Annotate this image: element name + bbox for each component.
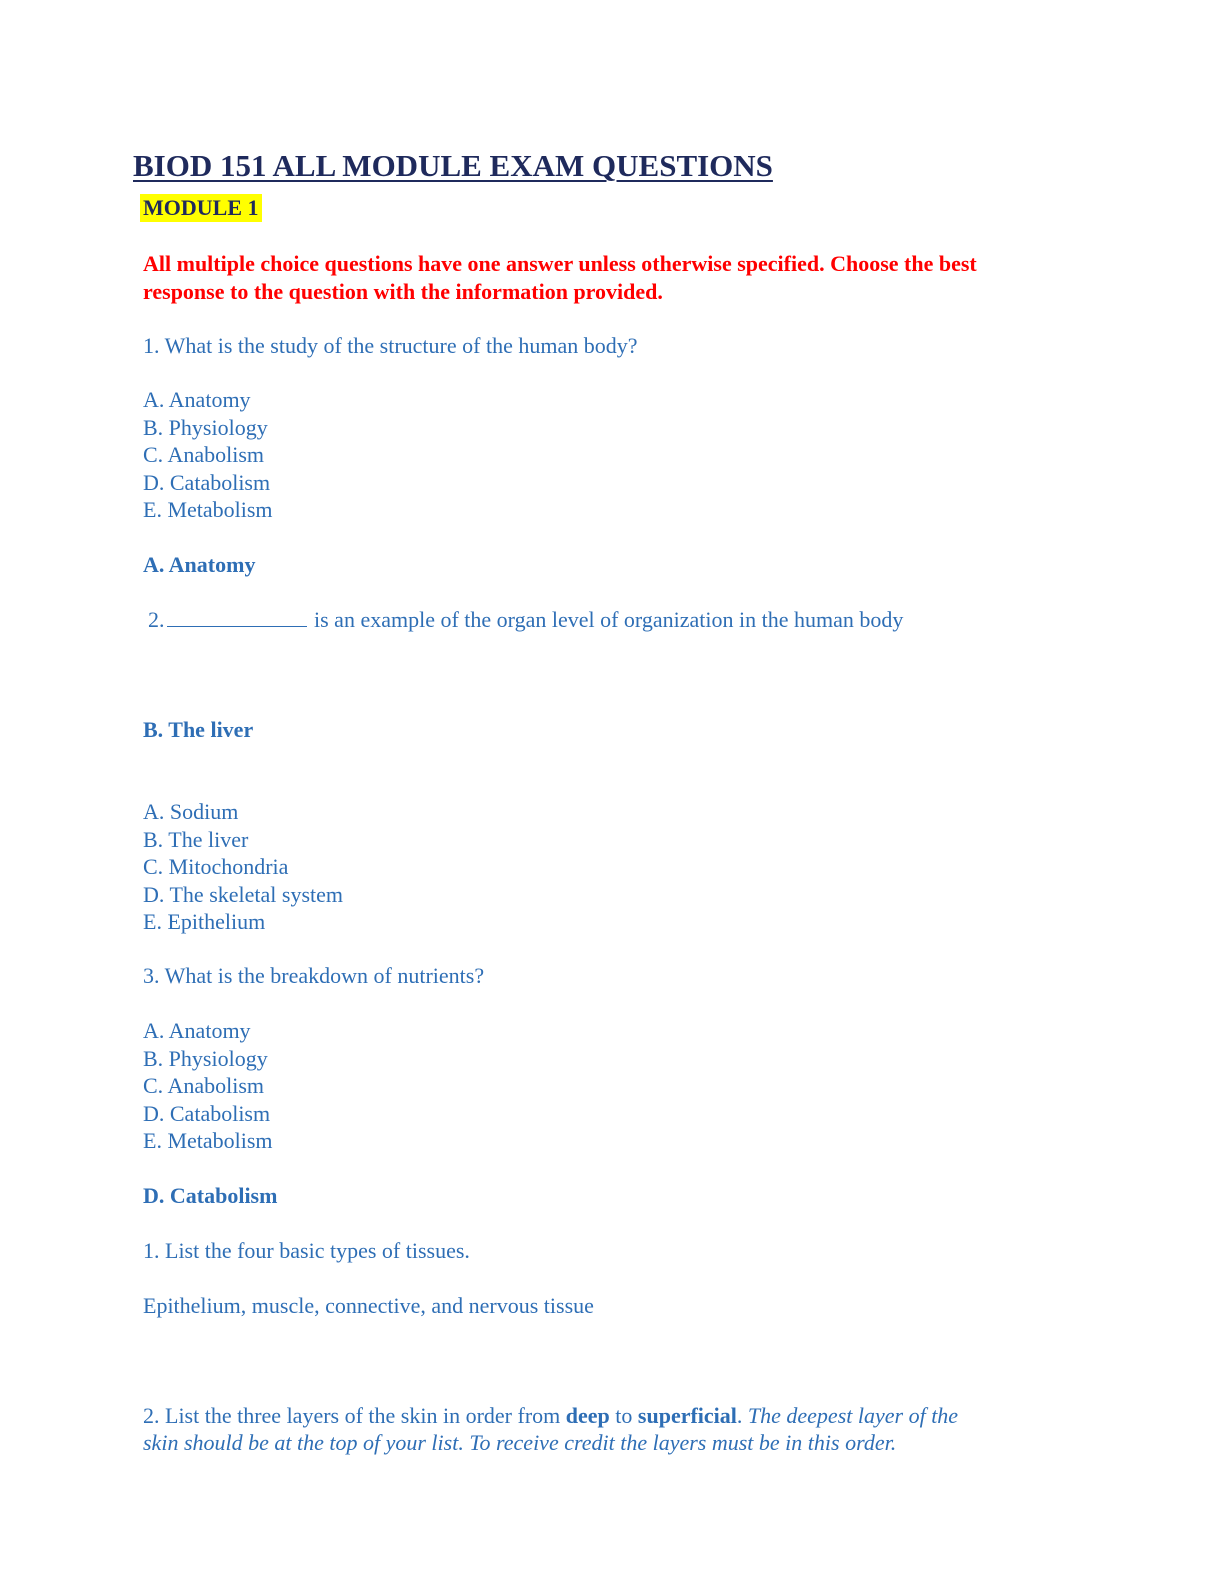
- short-question-2-note-1: The deepest layer of the: [747, 1403, 959, 1428]
- question-2-suffix: is an example of the organ level of organization in the human body: [308, 607, 904, 632]
- instructions-line-2: response to the question with the information provided.: [143, 279, 663, 304]
- document-title: BIOD 151 ALL MODULE EXAM QUESTIONS: [133, 148, 773, 183]
- question-2-options: [143, 798, 343, 936]
- option: B. Physiology: [143, 1045, 268, 1071]
- emphasis-deep: deep: [565, 1403, 610, 1428]
- option: A. Anatomy: [143, 387, 251, 412]
- option: C. Anabolism: [143, 442, 265, 467]
- option: C. Mitochondria: [143, 854, 289, 879]
- question-1: 1. What is the study of the structure of the human body?: [143, 333, 638, 358]
- question-3: 3. What is the breakdown of nutrients?: [143, 963, 485, 988]
- option: C. Anabolism: [143, 1073, 265, 1098]
- option: D. Catabolism: [143, 469, 271, 495]
- question-2-answer: B. The liver: [143, 717, 254, 742]
- question-1-options: [143, 386, 273, 524]
- short-question-1: 1. List the four basic types of tissues.: [143, 1238, 470, 1263]
- question-3-answer: D. Catabolism: [143, 1183, 278, 1208]
- short-question-2-text: 2. List the three layers of the skin in order from: [143, 1403, 566, 1428]
- emphasis-superficial: superficial: [637, 1403, 737, 1428]
- short-answer-1: Epithelium, muscle, connective, and nervous tissue: [143, 1293, 594, 1318]
- option: A. Anatomy: [143, 1018, 251, 1043]
- option: B. The liver: [143, 826, 249, 852]
- option: E. Metabolism: [143, 497, 273, 522]
- short-question-2-note-2: skin should be at the top of your list. To receive credit the layers must be in this order.: [143, 1430, 897, 1455]
- short-question-2-line-1: [143, 1402, 958, 1429]
- module-heading: MODULE 1: [140, 194, 262, 222]
- option: B. Physiology: [143, 414, 268, 440]
- instructions-line-1: All multiple choice questions have one answer unless otherwise specified. Choose the best: [143, 251, 977, 276]
- question-2-prefix: 2.: [148, 607, 165, 632]
- option: A. Sodium: [143, 799, 239, 824]
- instructions: [143, 250, 977, 306]
- question-3-options: [143, 1017, 273, 1155]
- short-question-2-line-2: [143, 1429, 958, 1456]
- short-question-2-period: .: [736, 1403, 748, 1428]
- option: D. Catabolism: [143, 1100, 271, 1126]
- question-2: [148, 606, 903, 633]
- option: D. The skeletal system: [143, 881, 343, 907]
- short-question-2-to: to: [609, 1403, 638, 1428]
- question-1-answer: A. Anatomy: [143, 552, 256, 577]
- option: E. Epithelium: [143, 909, 266, 934]
- answer-blank: [167, 606, 307, 627]
- option: E. Metabolism: [143, 1128, 273, 1153]
- short-question-2: [143, 1402, 958, 1456]
